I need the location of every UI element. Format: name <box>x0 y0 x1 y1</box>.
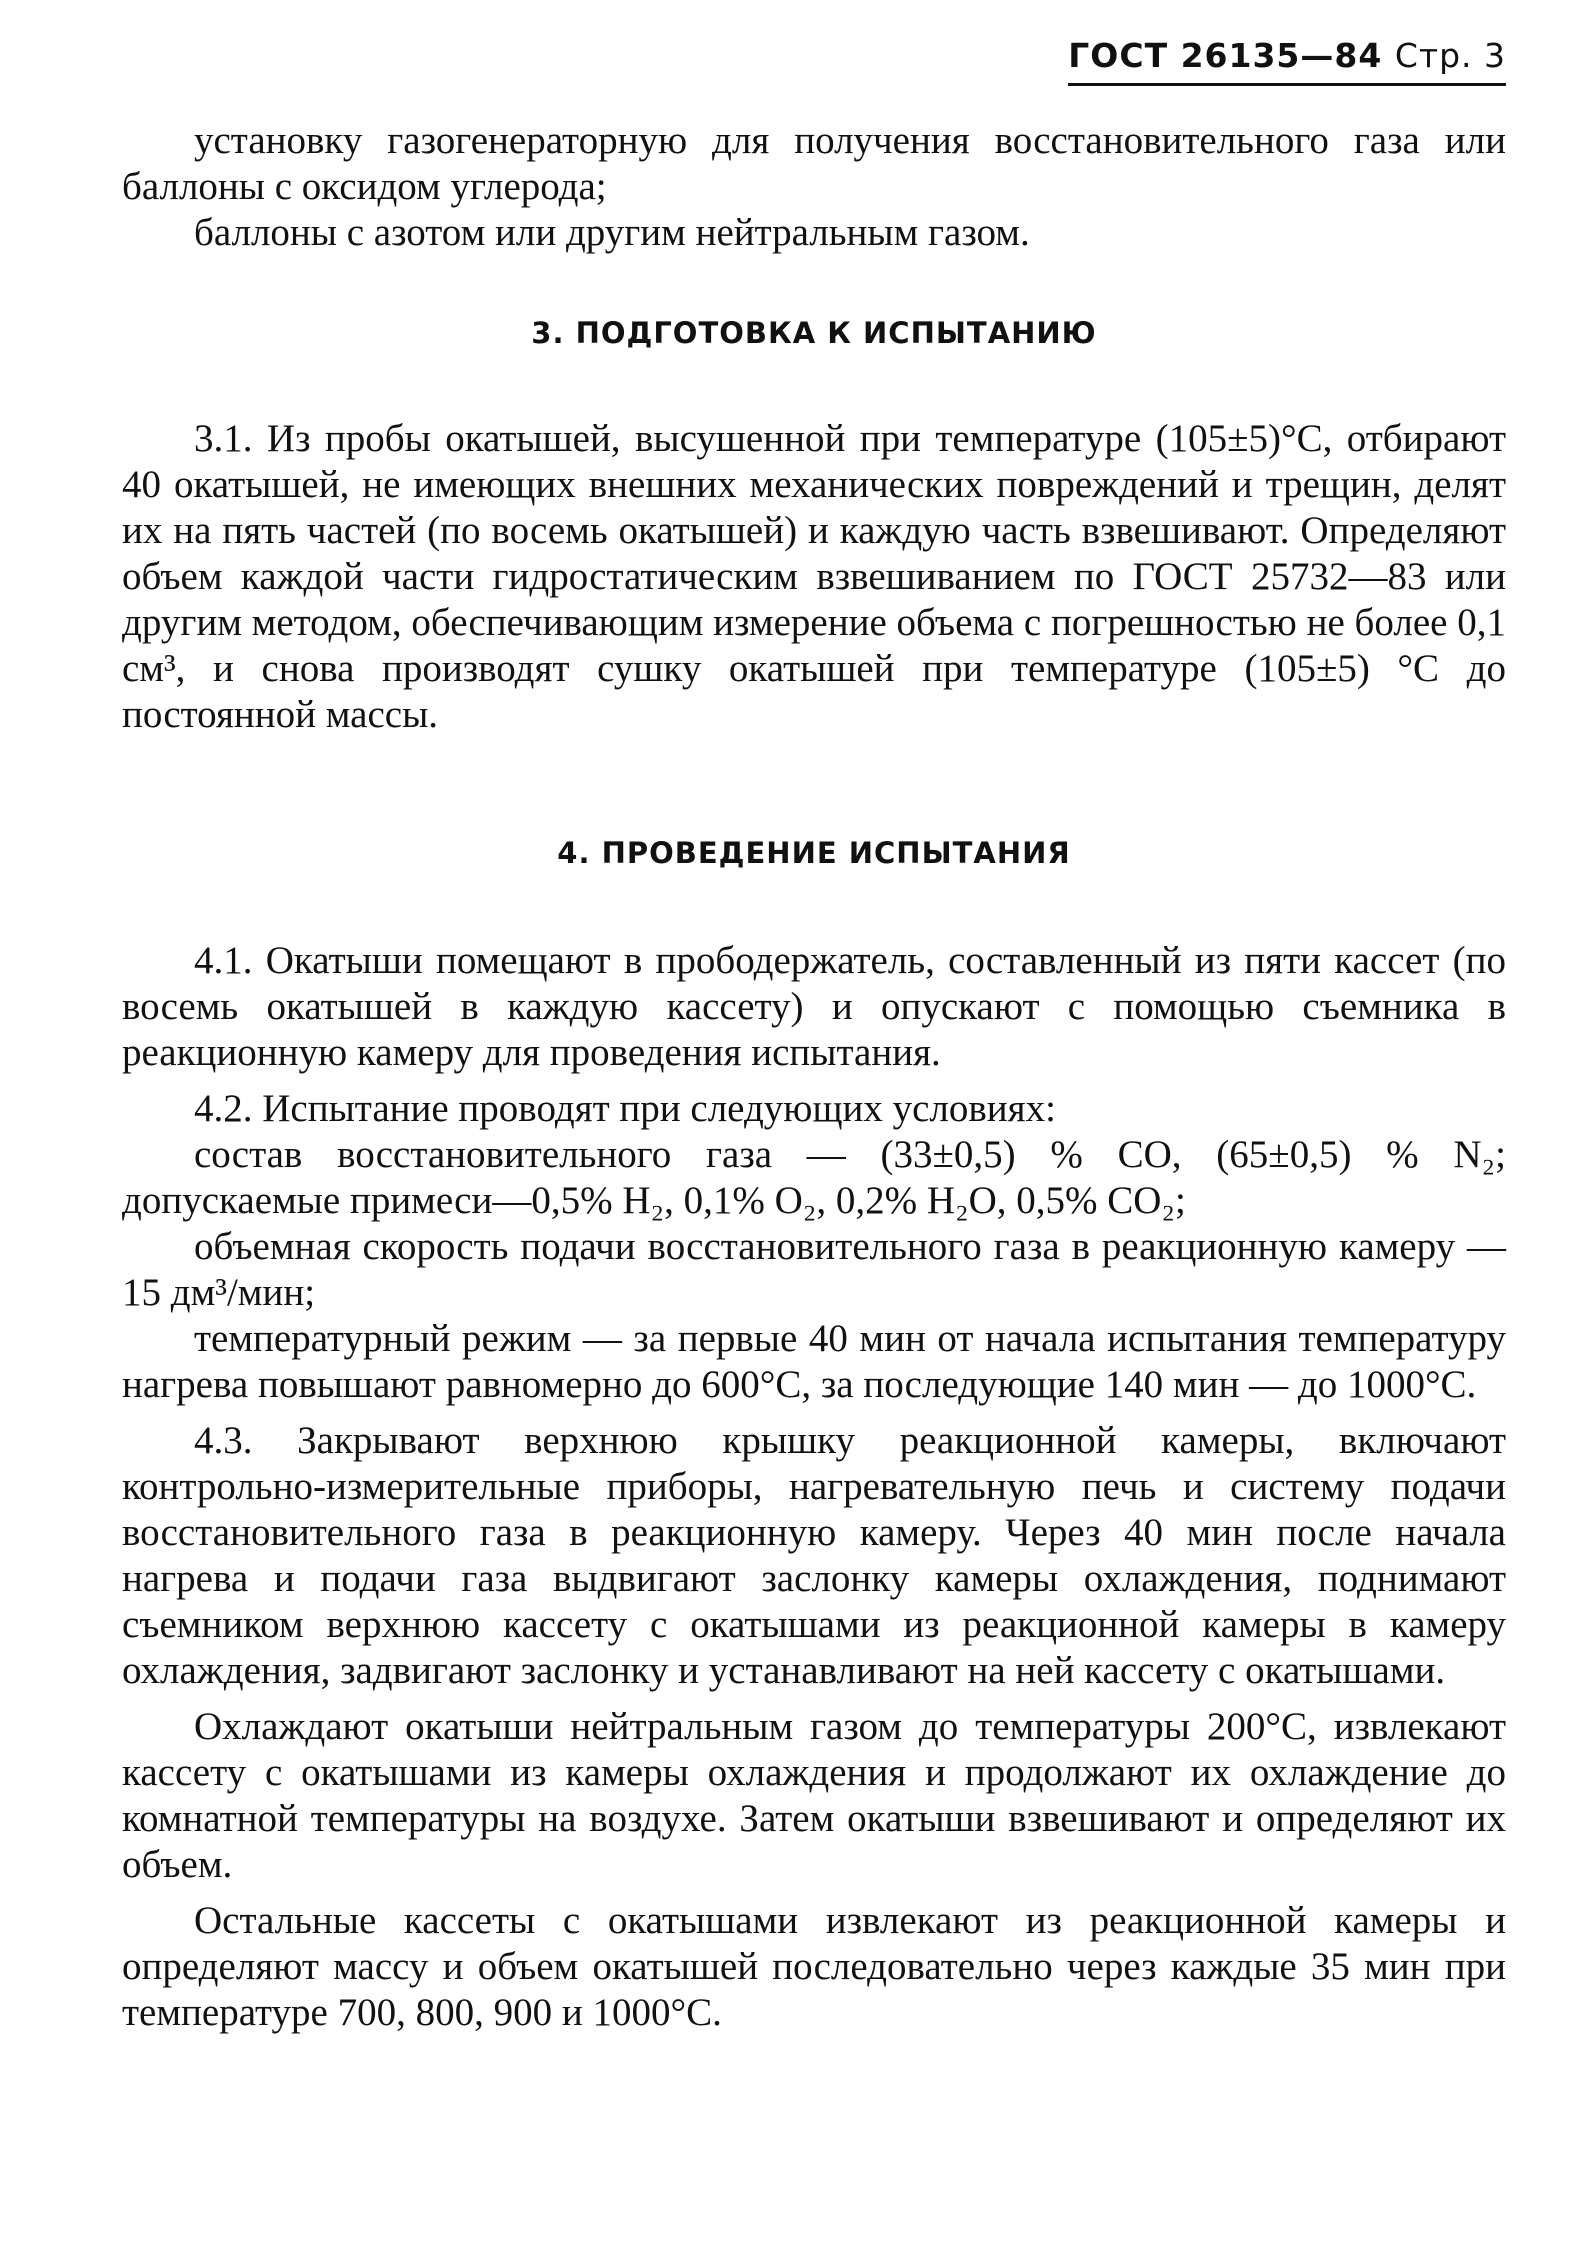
clause-3-1: 3.1. Из пробы окатышей, высушенной при температуре (105±5)°С, отбирают 40 окатышей, не имеющих внешних механических повреждений и трещин, делят их на пять частей (по восемь окатышей) и каждую часть взвешивают. Определяют объем каждой части гидростатическим взвешиванием по ГОСТ 25732—83 или другим методом, обеспечивающим измерение объема с погрешностью не более 0,1 см³, и снова производят сушку окатышей при температуре (105±5) °С до постоянной массы. <box>122 417 1506 736</box>
clause-4-3-remaining-cassettes: Остальные кассеты с окатышами извлекают из реакционной камеры и определяют массу и объем окатышей последовательно через каждые 35 мин при температуре 700, 800, 900 и 1000°С. <box>122 1899 1506 2034</box>
condition-temperature-mode: температурный режим — за первые 40 мин от начала испытания температуру нагрева повышают равномерно до 600°С, за последующие 140 мин — до 1000°С. <box>122 1317 1506 1406</box>
clause-4-1: 4.1. Окатыши помещают в прободержатель, составленный из пяти кассет (по восемь окатышей в каждую кассету) и опускают с помощью съемника в реакционную камеру для проведения испытания. <box>122 939 1506 1074</box>
clause-4-3: 4.3. Закрывают верхнюю крышку реакционной камеры, включают контрольно-измерительные приборы, нагревательную печь и систему подачи восстановительного газа в реакционную камеру. Через 40 мин после начала нагрева и подачи газа выдвигают заслонку камеры охлаждения, поднимают съемником верхнюю кассету с окатышами из реакционной камеры в камеру охлаждения, задвигают заслонку и устанавливают на ней кассету с окатышами. <box>122 1419 1506 1692</box>
running-header <box>1068 36 1506 86</box>
document-body <box>122 118 1506 2036</box>
clause-4-2: 4.2. Испытание проводят при следующих условиях: <box>194 1087 1056 1130</box>
section-4-heading: 4. ПРОВЕДЕНИЕ ИСПЫТАНИЯ <box>557 836 1071 870</box>
condition-gas-composition: состав восстановительного газа — (33±0,5) % СО, (65±0,5) % N₂; допускаемые примеси—0,5% Н₂, 0,1% О₂, 0,2% Н₂О, 0,5% СО₂; <box>122 1133 1506 1222</box>
equipment-item-gas-generator: установку газогенераторную для получения восстановительного газа или баллоны с оксидом углерода; <box>122 119 1506 208</box>
clause-4-3-cooling: Охлаждают окатыши нейтральным газом до температуры 200°С, извлекают кассету с окатышами из камеры охлаждения и продолжают их охлаждение до комнатной температуры на воздухе. Затем окатыши взвешивают и определяют их объем. <box>122 1705 1506 1886</box>
condition-gas-flow-rate: объемная скорость подачи восстановительного газа в реакционную камеру — 15 дм³/мин; <box>122 1225 1506 1314</box>
standard-code: ГОСТ 26135—84 <box>1068 36 1383 75</box>
page-number: Стр. 3 <box>1394 36 1506 75</box>
equipment-item-nitrogen-cylinders: баллоны с азотом или другим нейтральным газом. <box>194 211 1030 254</box>
section-3-heading: 3. ПОДГОТОВКА К ИСПЫТАНИЮ <box>531 316 1097 350</box>
